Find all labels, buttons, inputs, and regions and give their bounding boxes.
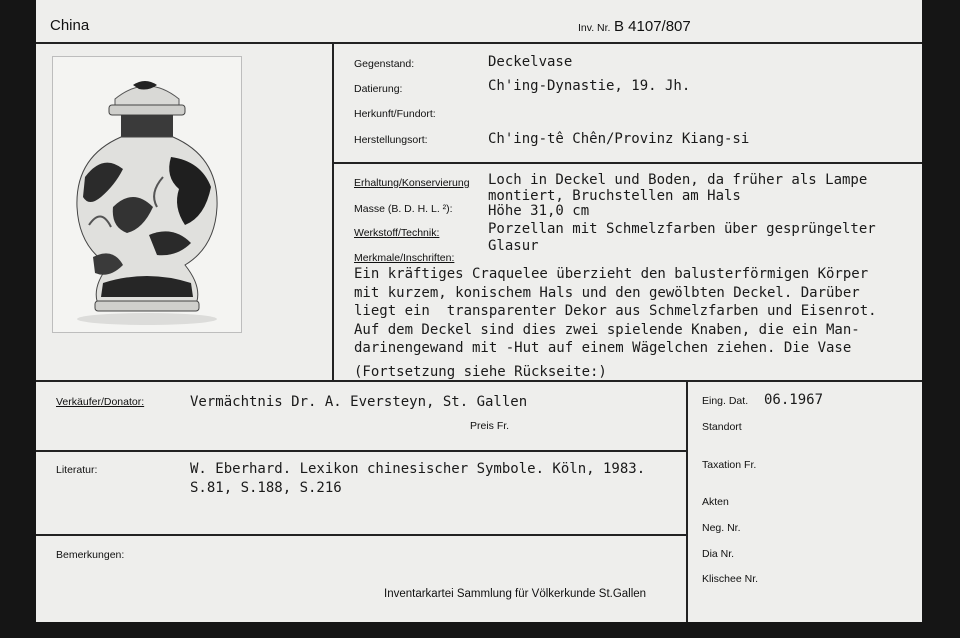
divider-top — [36, 42, 922, 44]
neg-nr-label: Neg. Nr. — [702, 522, 741, 534]
divider-photo — [332, 42, 334, 380]
description-line: darinengewand mit -Hut auf einem Wägelchen ziehen. Die Vase — [354, 340, 852, 357]
herstellungsort-value: Ch'ing-tê Chên/Provinz Kiang-si — [488, 131, 750, 147]
divider-remarks — [36, 534, 686, 536]
object-photo — [52, 56, 242, 333]
bemerkungen-label: Bemerkungen: — [56, 549, 125, 561]
datierung-label: Datierung: — [354, 83, 403, 95]
dia-nr-label: Dia Nr. — [702, 548, 735, 560]
inventory-card — [36, 0, 922, 622]
gegenstand-value: Deckelvase — [488, 54, 573, 70]
inventory-number: B 4107/807 — [614, 18, 691, 35]
taxation-label: Taxation Fr. — [702, 459, 757, 471]
masse-value: Höhe 31,0 cm — [488, 203, 590, 219]
akten-label: Akten — [702, 496, 729, 508]
verkaeufer-value: Vermächtnis Dr. A. Eversteyn, St. Gallen — [190, 394, 528, 410]
divider-right-column — [686, 380, 688, 622]
eing-dat-label: Eing. Dat. — [702, 395, 749, 407]
literatur-label: Literatur: — [56, 464, 98, 476]
description-line: mit kurzem, konischem Hals und den gewölbten Deckel. Darüber — [354, 284, 860, 301]
werkstoff-label: Werkstoff/Technik: — [354, 227, 440, 239]
divider-object — [332, 162, 922, 164]
werkstoff-line-2: Glasur — [488, 238, 539, 254]
vase-image — [53, 57, 241, 332]
erhaltung-label: Erhaltung/Konservierung — [354, 177, 470, 189]
herkunft-label: Herkunft/Fundort: — [354, 108, 436, 120]
masse-label: Masse (B. D. H. L. ²): — [354, 203, 453, 215]
merkmale-label: Merkmale/Inschriften: — [354, 252, 455, 264]
gegenstand-label: Gegenstand: — [354, 58, 415, 70]
description-text — [354, 265, 922, 358]
klischee-nr-label: Klischee Nr. — [702, 573, 759, 585]
divider-literature — [36, 450, 686, 452]
description-line: Auf dem Deckel sind dies zwei spielende Knaben, die ein Man- — [354, 321, 860, 338]
erhaltung-line-1: Loch in Deckel und Boden, da früher als Lampe — [488, 172, 868, 188]
continuation-note: (Fortsetzung siehe Rückseite:) — [354, 364, 607, 380]
description-line: liegt ein transparenter Dekor aus Schmelzfarben und Eisenrot. — [354, 303, 877, 320]
divider-acquisition — [36, 380, 922, 382]
werkstoff-line-1: Porzellan mit Schmelzfarben über gesprüngelter — [488, 221, 876, 237]
country-label: China — [50, 17, 90, 34]
datierung-value: Ch'ing-Dynastie, 19. Jh. — [488, 78, 691, 94]
description-line: Ein kräftiges Craquelee überzieht den balusterförmigen Körper — [354, 266, 869, 282]
verkaeufer-label — [56, 396, 144, 408]
inventory-number-label: Inv. Nr. — [578, 22, 611, 34]
standort-label: Standort — [702, 421, 742, 433]
verkaeufer-label-text: Verkäufer/Donator: — [56, 396, 145, 408]
preis-label: Preis Fr. — [470, 420, 510, 432]
institution-footer: Inventarkartei Sammlung für Völkerkunde St.Gallen — [384, 588, 647, 600]
erhaltung-line-2: montiert, Bruchstellen am Hals — [488, 188, 741, 204]
literatur-line-1: W. Eberhard. Lexikon chinesischer Symbole. Köln, 1983. — [190, 461, 646, 477]
herstellungsort-label: Herstellungsort: — [354, 134, 428, 146]
literatur-line-2: S.81, S.188, S.216 — [190, 480, 342, 496]
eing-dat-value: 06.1967 — [764, 392, 824, 408]
